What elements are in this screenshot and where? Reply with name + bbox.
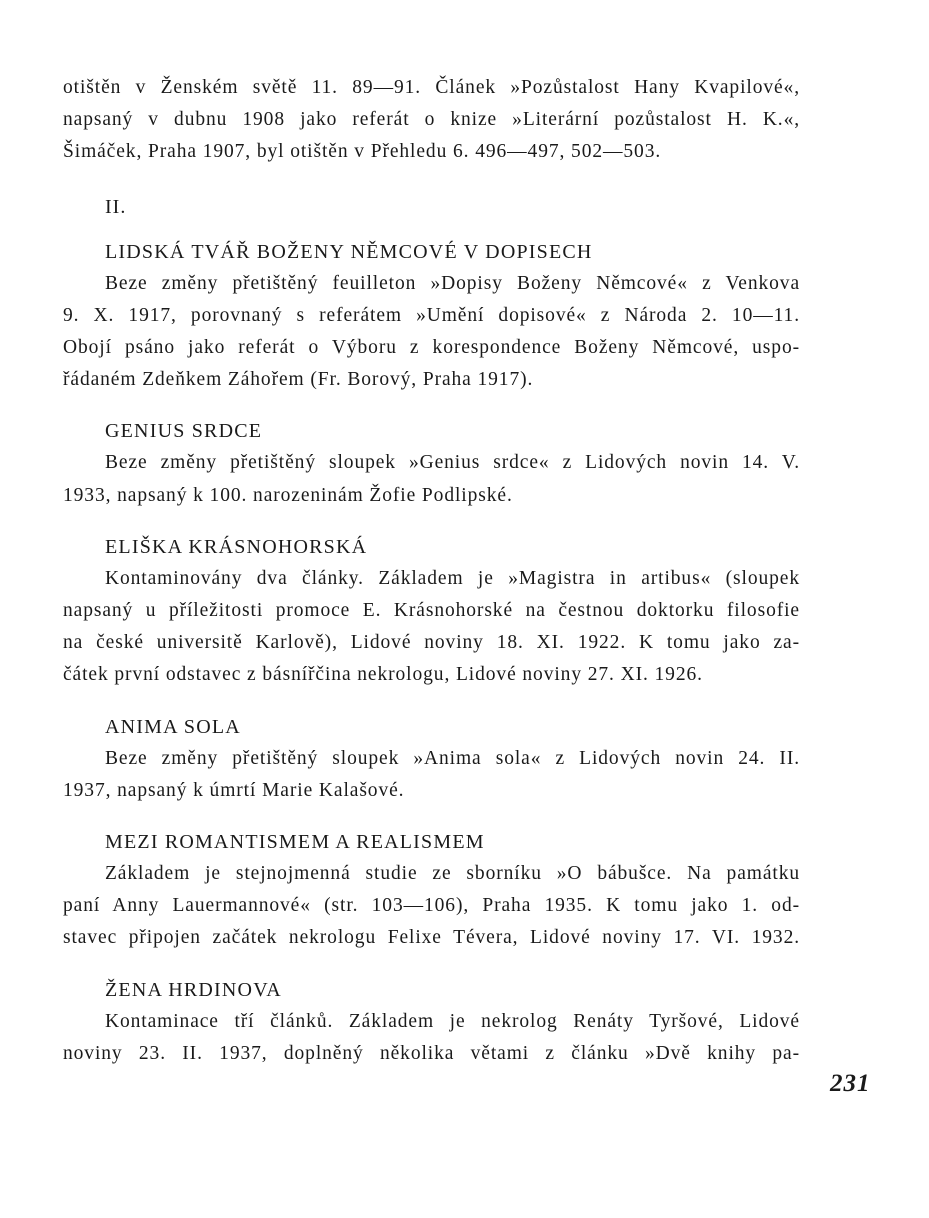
text-line: napsaný v dubnu 1908 jako referát o knize »Literární pozůstalost H. K.«, [63, 109, 800, 131]
text-line: Beze změny přetištěný sloupek »Anima sola« z Lidových novin 24. II. [105, 747, 800, 769]
text-line: napsaný u příležitosti promoce E. Krásnohorské na čestnou doktorku filosofie [63, 600, 800, 622]
text-line: otištěn v Ženském světě 11. 89—91. Článek »Pozůstalost Hany Kvapilové«, [63, 77, 800, 98]
text-line: na české universitě Karlově), Lidové noviny 18. XI. 1922. K tomu jako za- [63, 632, 800, 654]
text-line: řádaném Zdeňkem Záhořem (Fr. Borový, Praha 1917). [63, 369, 534, 391]
section-heading: MEZI ROMANTISMEM A REALISMEM [105, 831, 485, 854]
section-genius-srdce [63, 416, 800, 511]
text-line: Šimáček, Praha 1907, byl otištěn v Přehledu 6. 496—497, 502—503. [63, 141, 662, 163]
section-heading: GENIUS SRDCE [105, 420, 263, 443]
intro-paragraph [63, 72, 800, 169]
text-line: čátek první odstavec z básnířčina nekrologu, Lidové noviny 27. XI. 1926. [63, 664, 703, 686]
section-eliska-krasnohorska [63, 532, 800, 692]
section-heading: ŽENA HRDINOVA [105, 978, 282, 1001]
text-line: 1937, napsaný k úmrtí Marie Kalašové. [63, 779, 405, 801]
text-line: 1933, napsaný k 100. narozeninám Žofie Podlipské. [63, 484, 513, 506]
text-line: Kontaminace tří článků. Základem je nekrolog Renáty Tyršové, Lidové [105, 1010, 800, 1032]
text-line: 9. X. 1917, porovnaný s referátem »Umění dopisové« z Národa 2. 10—11. [63, 304, 800, 326]
page-number: 231 [830, 1070, 871, 1097]
text-line: paní Anny Lauermannové« (str. 103—106), Praha 1935. K tomu jako 1. od- [63, 895, 800, 917]
section-heading: ELIŠKA KRÁSNOHORSKÁ [105, 535, 368, 558]
section-anima-sola [63, 712, 800, 807]
section-lidska-tvar [63, 237, 800, 397]
text-line: Beze změny přetištěný sloupek »Genius srdce« z Lidových novin 14. V. [105, 452, 800, 474]
section-heading: LIDSKÁ TVÁŘ BOŽENY NĚMCOVÉ V DOPISECH [105, 240, 593, 263]
page-body [63, 72, 800, 1070]
text-line: Beze změny přetištěný feuilleton »Dopisy Boženy Němcové« z Venkova [105, 272, 800, 294]
section-mezi-romantismem [63, 827, 800, 955]
text-line: Kontaminovány dva články. Základem je »Magistra in artibus« (sloupek [105, 567, 800, 589]
section-heading: ANIMA SOLA [105, 715, 241, 738]
part-number: II. [105, 195, 127, 218]
text-line: noviny 23. II. 1937, doplněný několika větami z článku »Dvě knihy pa- [63, 1042, 800, 1064]
section-zena-hrdinova [63, 975, 800, 1070]
text-line: stavec připojen začátek nekrologu Felixe Tévera, Lidové noviny 17. VI. 1932. [63, 927, 800, 949]
text-line: Obojí psáno jako referát o Výboru z korespondence Boženy Němcové, uspo- [63, 337, 800, 359]
text-line: Základem je stejnojmenná studie ze sborníku »O bábušce. Na památku [105, 863, 800, 885]
